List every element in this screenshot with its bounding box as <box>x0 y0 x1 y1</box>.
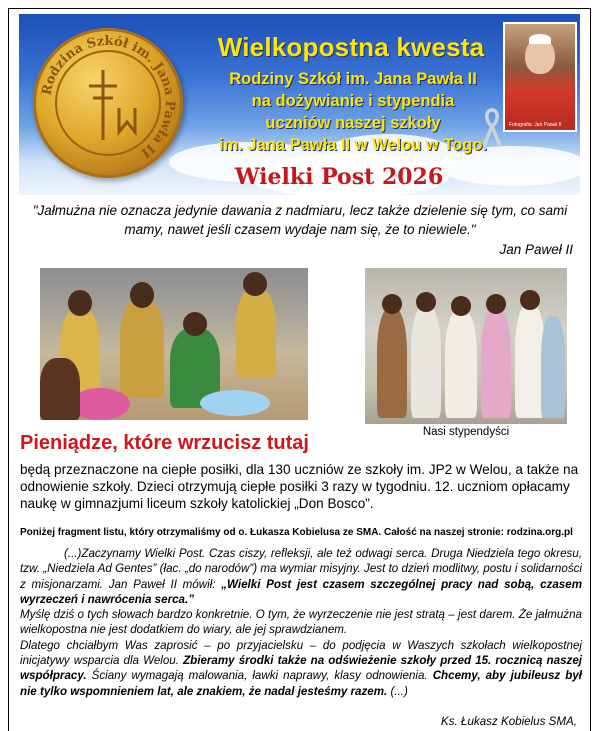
photo-caption: Nasi stypendyści <box>422 426 510 438</box>
banner-subtitle: Wielki Post 2026 <box>234 164 444 190</box>
quote-text: "Jałmużna nie oznacza jedynie dawania z nadmiaru, lecz także dzielenie się tym, co sami mamy, nawet jeśli czasem wydaje nam się, że to niewiele." <box>32 203 568 237</box>
ribbon-icon <box>481 108 503 148</box>
signature: Ks. Łukasz Kobielus SMA, <box>441 715 577 728</box>
letter-p3-bold-2: Chcemy, aby jubileusz był nie tylko wspomnieniem lat, ale znakiem, że nadal jesteśmy razem. <box>20 669 582 698</box>
coin-text: Rodzina Szkół im. Jana Pawła II <box>39 33 178 161</box>
letter-p3-mid: Ściany wymagają malowania, ławki naprawy, klasy odnowienia. <box>86 669 433 683</box>
header-banner <box>19 14 580 195</box>
pope-portrait <box>503 22 577 132</box>
letter-p1-quote: „Wielki Post jest czasem szczególnej pracy nad sobą, czasem wyrzeczeń i nawrócenia serca.” <box>20 577 583 606</box>
letter-fragment-note: Poniżej fragment listu, który otrzymaliśmy od o. Łukasza Kobielusa ze SMA. Całość na naszej stronie: rodzina.org.pl <box>20 527 573 538</box>
quote-author: Jan Paweł II <box>499 242 573 257</box>
money-heading: Pieniądze, które wrzucisz tutaj <box>20 432 309 454</box>
pope-caption: Fotografia: Jan Paweł II <box>509 122 562 128</box>
letter-p3-bold-1: Zbieramy środki także na odświeżenie szkoły przed 15. rocznicą naszej współpracy. <box>20 654 582 683</box>
scholarship-students-photo <box>365 268 567 424</box>
letter-p1: (...)Zaczynamy Wielki Post. Czas ciszy, refleksji, ale też odwagi serca. Druga Niedziela tego okresu, tzw. „Niedziela Ad Gentes” (łac. „do narodów”) ma wymiar misyjny. Jest to dzień modlitwy, postu i solidarności z misjonarzami. Jan Paweł II mówił: <box>20 547 582 591</box>
letter-excerpt <box>20 546 582 699</box>
money-body-text: będą przeznaczone na ciepłe posiłki, dla 130 uczniów ze szkoły im. JP2 w Welou, a także na odnowienie szkoły. Dzieci otrzymują ciepłe posiłki 3 razy w tygodniu. 12. uczniom opłacamy naukę w gimnazjumi liceum szkoły katolickiej „Don Bosco”. <box>20 462 579 511</box>
banner-line-4: im. Jana Pawła II w Welou w Togo. <box>218 136 488 154</box>
banner-line-2: na dożywianie i stypendia <box>251 92 455 110</box>
letter-p2: Myślę dziś o tych słowach bardzo konkretnie. O tym, że wyrzeczenie nie jest stratą – jest darem. Że jałmużna wielkopostna nie jest dodatkiem do wiary, ale jej sprawdzianem. <box>20 608 582 637</box>
children-meal-photo <box>40 268 308 420</box>
letter-p3-end: (...) <box>387 684 408 698</box>
letter-p3: Dlatego chciałbym Was zaprosić – po przyjacielsku – do podjęcia w Waszych szkołach wielkopostnej inicjatywy wsparcia dla Welou. <box>20 638 582 668</box>
banner-title: Wielkopostna kwesta <box>217 32 485 62</box>
banner-line-1: Rodziny Szkół im. Jana Pawła II <box>229 70 477 88</box>
banner-line-3: uczniów naszej szkoły <box>265 114 441 132</box>
